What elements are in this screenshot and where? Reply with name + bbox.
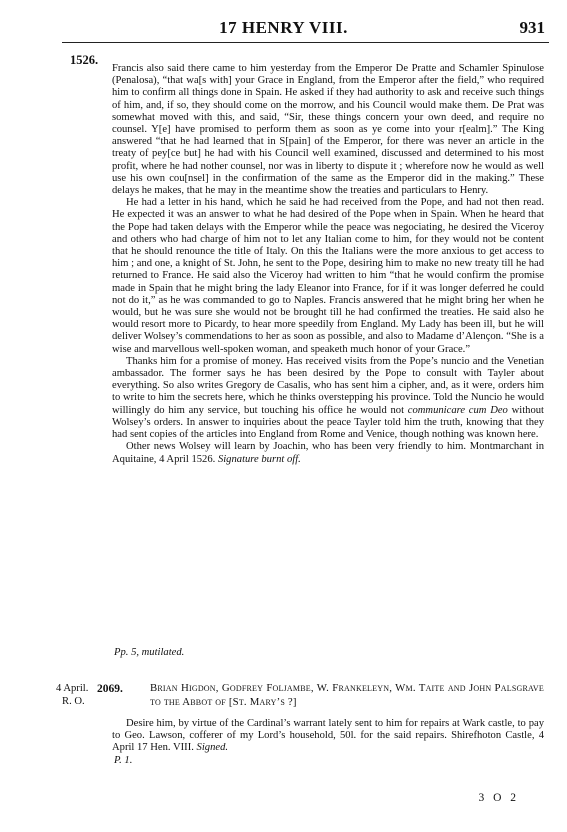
entry-margin-source: R. O. xyxy=(62,696,85,707)
margin-year: 1526. xyxy=(70,53,99,67)
closing-text: Other news Wolsey will learn by Joachin, who has been very friendly to him. Montmarchant in Aquitaine, 4 April 1526. xyxy=(112,441,544,465)
letter-body xyxy=(112,63,544,466)
watermark xyxy=(58,160,76,680)
letter-paragraph: Francis also said there came to him yesterday from the Emperor De Pratte and Schamler Spinulose (Penalosa), “that wa[s with] your Grace in England, from the Emperor after the field,” who required him to confirm all things done in Spain. He asked if they had authority to ask and receive such things of him, and, if so, they should come on the morrow, and his Council would make them. De Prat was somewhat moved with this, and said, “Sir, these things concern your own deed, and require no counsel. Y[e] have promised to perform them as soon as ye come into your r[ealm].” The King answered “that he had learned that in S[pain] of the Emperor, for there was never an article in the treaty of pey[ce but] he had with his Council well examined, discussed and determined to his most profit, where he had nother counsel, nor was in liberty to dispute it ; wherefore now he would as well use his own cou[nsel] in the confirmation of the same as the Emperor did in the making.” These delays he makes, that he may in the meantime show the treaties and particulars to Henry. xyxy=(112,63,544,197)
latin-phrase: communicare cum Deo xyxy=(407,404,508,416)
closing-note: Signature burnt off. xyxy=(217,453,301,465)
page-number: 931 xyxy=(519,18,545,37)
entry-heading: Brian Higdon, Godfrey Foljambe, W. Frankeleyn, Wm. Taite and John Palsgrave to the Abbot of [St. Mary’s ?] xyxy=(150,682,544,708)
header-rule xyxy=(62,42,549,43)
letter-paragraph: Thanks him for a promise of money. Has received visits from the Pope’s nuncio and the Venetian ambassador. The former says he has been desired by the Pope to consult with Tayler about everything. So also writes Gregory de Casalis, who has sent him a cipher, and, as it were, orders him to write to him the secrets here, which he thinks overstepping his province. Told the Nuncio he would willingly do him any service, but touching his office he would not communicare cum Deo without Wolsey’s orders. In answer to inquiries about the peace Tayler told him the truth, knowing that they had sent copies of the articles into England from Rome and Venice, though nothing was known here. xyxy=(112,355,544,441)
entry-signed: Signed. xyxy=(196,742,229,754)
entry-number: 2069. xyxy=(97,683,123,695)
entry-text: Desire him, by virtue of the Cardinal’s warrant lately sent to him for repairs at Wark castle, to pay to Geo. Lawson, cofferer of my Lord’s household, 50l. for the said repairs. Shirefhoton Castle, 4 April 17 Hen. VIII. xyxy=(112,718,544,754)
entry-margin-date: 4 April. xyxy=(56,683,89,694)
signature-mark: 3 O 2 xyxy=(478,792,519,804)
running-header-title: 17 HENRY VIII. xyxy=(219,18,348,37)
entry-pages-note: P. 1. xyxy=(114,755,133,766)
letter-pages-note: Pp. 5, mutilated. xyxy=(114,647,185,658)
letter-closing xyxy=(112,441,544,465)
letter-paragraph: He had a letter in his hand, which he said he had received from the Pope, and had not then read. He expected it was an answer to what he had desired of the Pope when in Spain. When he heard that the Pope had taken delays with the Emperor while the peace was negociating, he desired the Viceroy and others who had charge of him not to let any Italian come to him, for they would not be content that he should renounce the title of Italy. On this the Italians were the more anxious to get access to him ; and one, a knight of St. John, he sent to the Pope, desiring him to make no new treaty till he had returned to France. He said also the Viceroy had written to him “that he would confirm the promise made in Spain that he might bring the lady Eleanor into France, for if it was longer deferred he could not do it,” as he was commanded to go to Naples. Francis answered that he might bring her when he would, but he was sure she would not be brought till he had confirmed the treaties. He said also he would resort more to Picardy, to hear more speedily from England. My Lady has been ill, but he will deliver Wolsey’s commendations to her as soon as possible, and also to Madame d’Alençon. “She is a wise and marvellous well-spoken woman, and speaketh much honor of your Grace.” xyxy=(112,197,544,355)
entry-body xyxy=(112,718,544,755)
